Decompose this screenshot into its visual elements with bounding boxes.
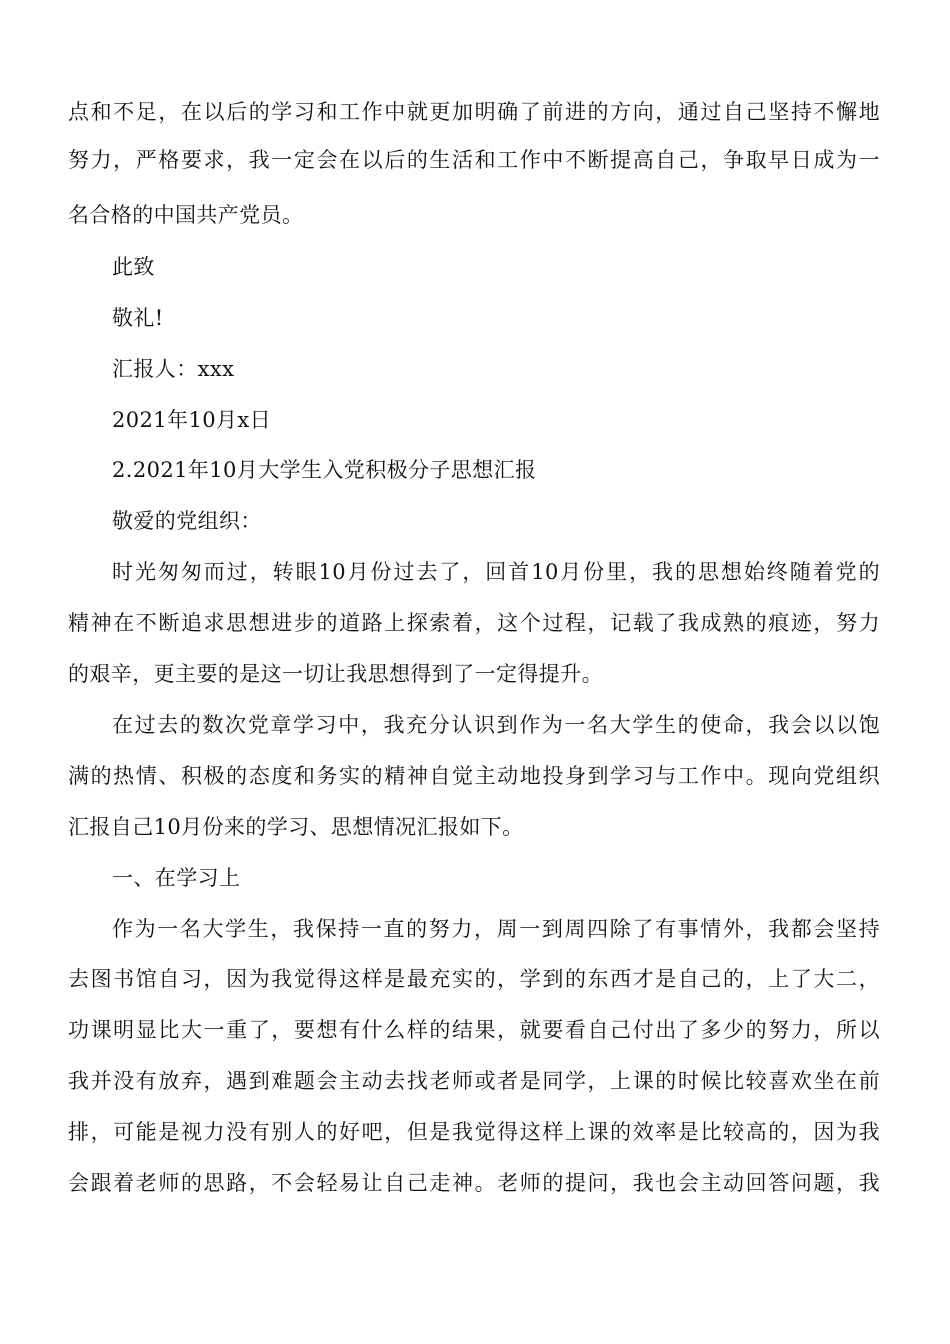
section-title: 2.2021年10月大学生入党积极分子思想汇报 — [112, 458, 537, 482]
paragraph-line: 名合格的中国共产党员。 — [68, 203, 304, 227]
closing-regards: 敬礼! — [112, 306, 164, 330]
paragraph-line: 精神在不断追求思想进步的道路上探索着，这个过程，记载了我成熟的痕迹，努力 — [68, 611, 880, 635]
paragraph-line: 满的热情、积极的态度和务实的精神自觉主动地投身到学习与工作中。现向党组织 — [68, 764, 880, 788]
paragraph-line: 功课明显比大一重了，要想有什么样的结果，就要看自己付出了多少的努力，所以 — [68, 1018, 880, 1042]
paragraph-line: 去图书馆自习，因为我觉得这样是最充实的，学到的东西才是自己的，上了大二， — [68, 967, 880, 991]
paragraph-line: 努力，严格要求，我一定会在以后的生活和工作中不断提高自己，争取早日成为一 — [68, 148, 880, 172]
subsection-heading: 一、在学习上 — [112, 866, 241, 890]
paragraph-line: 点和不足，在以后的学习和工作中就更加明确了前进的方向，通过自己坚持不懈地 — [68, 100, 880, 124]
greeting: 敬爱的党组织： — [112, 509, 262, 533]
closing-salutation: 此致 — [112, 255, 155, 279]
report-date: 2021年10月x日 — [112, 408, 272, 432]
paragraph-line: 会跟着老师的思路，不会轻易让自己走神。老师的提问，我也会主动回答问题，我 — [68, 1171, 880, 1195]
reporter-name: 汇报人：xxx — [112, 357, 235, 381]
paragraph-line: 排，可能是视力没有别人的好吧，但是我觉得这样上课的效率是比较高的，因为我 — [68, 1120, 880, 1144]
paragraph-line: 在过去的数次党章学习中，我充分认识到作为一名大学生的使命，我会以以饱 — [112, 713, 880, 737]
paragraph-line: 的艰辛，更主要的是这一切让我思想得到了一定得提升。 — [68, 662, 603, 686]
paragraph-line: 汇报自己10月份来的学习、思想情况汇报如下。 — [68, 815, 524, 839]
paragraph-line: 我并没有放弃，遇到难题会主动去找老师或者是同学，上课的时候比较喜欢坐在前 — [68, 1069, 880, 1093]
paragraph-line: 作为一名大学生，我保持一直的努力，周一到周四除了有事情外，我都会坚持 — [112, 917, 880, 941]
paragraph-line: 时光匆匆而过，转眼10月份过去了，回首10月份里，我的思想始终随着党的 — [112, 560, 880, 584]
